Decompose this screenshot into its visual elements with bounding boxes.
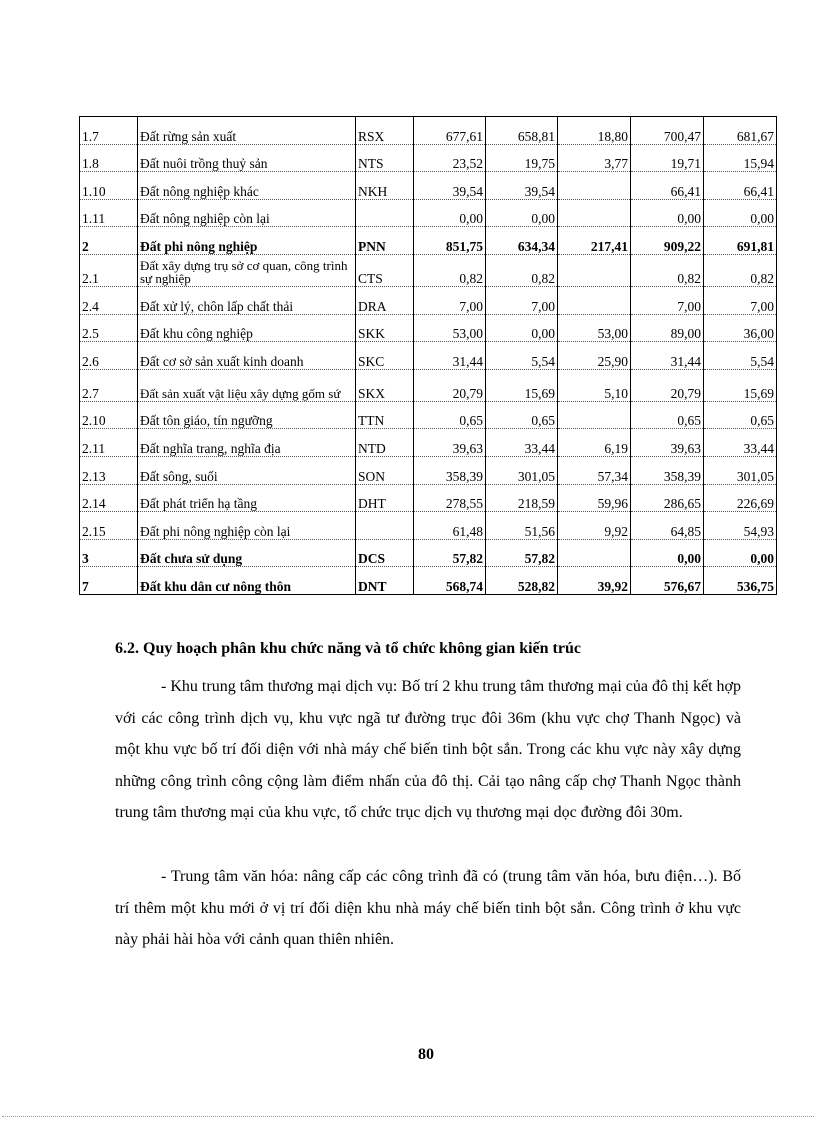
value-col-2: 15,69 xyxy=(486,369,558,401)
land-type-name: Đất rừng sản xuất xyxy=(138,117,356,145)
land-type-code xyxy=(356,512,414,540)
value-col-4: 0,00 xyxy=(631,199,704,227)
value-col-4: 358,39 xyxy=(631,456,704,484)
value-col-2: 7,00 xyxy=(486,286,558,314)
value-col-5: 36,00 xyxy=(704,314,777,342)
value-col-1: 53,00 xyxy=(414,314,486,342)
land-type-name: Đất tôn giáo, tín ngưỡng xyxy=(138,401,356,429)
table-row xyxy=(80,144,777,172)
value-col-1: 0,82 xyxy=(414,254,486,286)
land-type-code: NTS xyxy=(356,144,414,172)
value-col-5: 15,69 xyxy=(704,369,777,401)
row-index: 2.6 xyxy=(80,342,138,370)
table-row xyxy=(80,456,777,484)
value-col-5: 66,41 xyxy=(704,172,777,200)
value-col-4: 20,79 xyxy=(631,369,704,401)
value-col-2: 5,54 xyxy=(486,342,558,370)
paragraph-commercial-center-text: - Khu trung tâm thương mại dịch vụ: Bố trí 2 khu trung tâm thương mại của đô thị kết hợp với các công trình dịch vụ, khu vực ngã tư đường trục đôi 36m (khu vực chợ Thanh Ngọc) và một khu vực bố trí đối diện với nhà máy chế biến tinh bột sắn. Trong các khu vực này xây dựng những công trình công cộng làm điểm nhấn của đô thị. Cải tạo nâng cấp chợ Thanh Ngọc thành trung tâm thương mại của khu vực, tổ chức trục dịch vụ thương mại dọc đường đôi 30m. xyxy=(115,678,741,821)
value-col-4: 286,65 xyxy=(631,484,704,512)
value-col-5: 0,82 xyxy=(704,254,777,286)
land-type-code: TTN xyxy=(356,401,414,429)
land-type-code: SKX xyxy=(356,369,414,401)
value-col-1: 0,65 xyxy=(414,401,486,429)
value-col-5: 15,94 xyxy=(704,144,777,172)
land-type-name: Đất khu công nghiệp xyxy=(138,314,356,342)
row-index: 1.11 xyxy=(80,199,138,227)
land-type-name: Đất nuôi trồng thuỷ sản xyxy=(138,144,356,172)
table-row xyxy=(80,484,777,512)
value-col-3: 9,92 xyxy=(558,512,631,540)
row-index: 2.10 xyxy=(80,401,138,429)
value-col-1: 7,00 xyxy=(414,286,486,314)
value-col-2: 0,65 xyxy=(486,401,558,429)
table-row xyxy=(80,429,777,457)
table-row xyxy=(80,172,777,200)
value-col-5: 54,93 xyxy=(704,512,777,540)
value-col-2: 301,05 xyxy=(486,456,558,484)
page-number: 80 xyxy=(418,1046,434,1063)
value-col-2: 0,82 xyxy=(486,254,558,286)
row-index: 1.7 xyxy=(80,117,138,145)
value-col-3: 53,00 xyxy=(558,314,631,342)
land-type-code: RSX xyxy=(356,117,414,145)
land-use-table xyxy=(79,116,777,595)
land-type-code: DNT xyxy=(356,567,414,595)
value-col-1: 851,75 xyxy=(414,227,486,255)
land-type-name: Đất khu dân cư nông thôn xyxy=(138,567,356,595)
land-type-name: Đất cơ sở sản xuất kinh doanh xyxy=(138,342,356,370)
land-type-code: DHT xyxy=(356,484,414,512)
table-row xyxy=(80,314,777,342)
land-type-code: DRA xyxy=(356,286,414,314)
row-index: 2.4 xyxy=(80,286,138,314)
value-col-5: 7,00 xyxy=(704,286,777,314)
table-row xyxy=(80,227,777,255)
value-col-4: 0,65 xyxy=(631,401,704,429)
value-col-1: 568,74 xyxy=(414,567,486,595)
land-type-name: Đất phát triển hạ tầng xyxy=(138,484,356,512)
value-col-4: 66,41 xyxy=(631,172,704,200)
value-col-2: 0,00 xyxy=(486,199,558,227)
row-index: 2.5 xyxy=(80,314,138,342)
value-col-2: 218,59 xyxy=(486,484,558,512)
value-col-1: 31,44 xyxy=(414,342,486,370)
value-col-4: 7,00 xyxy=(631,286,704,314)
value-col-1: 20,79 xyxy=(414,369,486,401)
table-row xyxy=(80,254,777,286)
table-row xyxy=(80,401,777,429)
value-col-4: 39,63 xyxy=(631,429,704,457)
value-col-3: 25,90 xyxy=(558,342,631,370)
value-col-5: 5,54 xyxy=(704,342,777,370)
paragraph-cultural-center xyxy=(115,861,741,956)
land-type-code: NTD xyxy=(356,429,414,457)
land-type-name: Đất nông nghiệp khác xyxy=(138,172,356,200)
value-col-3: 39,92 xyxy=(558,567,631,595)
page-bottom-divider xyxy=(2,1116,814,1117)
section-heading: 6.2. Quy hoạch phân khu chức năng và tổ chức không gian kiến trúc xyxy=(115,640,581,657)
value-col-5: 0,65 xyxy=(704,401,777,429)
land-type-name: Đất nông nghiệp còn lại xyxy=(138,199,356,227)
value-col-5: 0,00 xyxy=(704,539,777,567)
land-type-code: NKH xyxy=(356,172,414,200)
value-col-4: 909,22 xyxy=(631,227,704,255)
value-col-4: 19,71 xyxy=(631,144,704,172)
land-type-code xyxy=(356,199,414,227)
land-type-name: Đất phi nông nghiệp xyxy=(138,227,356,255)
paragraph-commercial-center xyxy=(115,671,741,829)
value-col-1: 358,39 xyxy=(414,456,486,484)
value-col-5: 0,00 xyxy=(704,199,777,227)
value-col-4: 0,82 xyxy=(631,254,704,286)
value-col-2: 634,34 xyxy=(486,227,558,255)
value-col-3: 5,10 xyxy=(558,369,631,401)
row-index: 2.15 xyxy=(80,512,138,540)
paragraph-cultural-center-text: - Trung tâm văn hóa: nâng cấp các công trình đã có (trung tâm văn hóa, bưu điện…). Bố trí thêm một khu mới ở vị trí đối diện khu nhà máy chế biến tinh bột sắn. Công trình ở khu vực này phải hài hòa với cảnh quan thiên nhiên. xyxy=(115,868,741,948)
value-col-2: 51,56 xyxy=(486,512,558,540)
value-col-2: 19,75 xyxy=(486,144,558,172)
value-col-3: 59,96 xyxy=(558,484,631,512)
table-row xyxy=(80,117,777,145)
value-col-1: 57,82 xyxy=(414,539,486,567)
value-col-3 xyxy=(558,539,631,567)
value-col-3: 18,80 xyxy=(558,117,631,145)
row-index: 7 xyxy=(80,567,138,595)
value-col-3: 3,77 xyxy=(558,144,631,172)
row-index: 2 xyxy=(80,227,138,255)
table-row xyxy=(80,539,777,567)
row-index: 2.13 xyxy=(80,456,138,484)
value-col-1: 39,54 xyxy=(414,172,486,200)
land-type-name: Đất sông, suối xyxy=(138,456,356,484)
table-row xyxy=(80,369,777,401)
value-col-1: 61,48 xyxy=(414,512,486,540)
land-type-name: Đất nghĩa trang, nghĩa địa xyxy=(138,429,356,457)
value-col-5: 536,75 xyxy=(704,567,777,595)
value-col-2: 528,82 xyxy=(486,567,558,595)
table-row xyxy=(80,286,777,314)
value-col-3 xyxy=(558,254,631,286)
land-type-code: SON xyxy=(356,456,414,484)
land-type-name: Đất sản xuất vật liệu xây dựng gốm sứ xyxy=(138,369,356,401)
value-col-1: 677,61 xyxy=(414,117,486,145)
table-row xyxy=(80,567,777,595)
value-col-4: 700,47 xyxy=(631,117,704,145)
value-col-5: 301,05 xyxy=(704,456,777,484)
value-col-3 xyxy=(558,172,631,200)
table-row xyxy=(80,512,777,540)
value-col-2: 57,82 xyxy=(486,539,558,567)
row-index: 2.1 xyxy=(80,254,138,286)
value-col-1: 23,52 xyxy=(414,144,486,172)
land-type-name: Đất xây dựng trụ sở cơ quan, công trình sự nghiệp xyxy=(138,254,356,286)
value-col-1: 39,63 xyxy=(414,429,486,457)
value-col-4: 64,85 xyxy=(631,512,704,540)
land-type-name: Đất chưa sử dụng xyxy=(138,539,356,567)
value-col-5: 681,67 xyxy=(704,117,777,145)
land-type-name: Đất xử lý, chôn lấp chất thải xyxy=(138,286,356,314)
value-col-4: 576,67 xyxy=(631,567,704,595)
value-col-3 xyxy=(558,286,631,314)
value-col-2: 658,81 xyxy=(486,117,558,145)
value-col-2: 0,00 xyxy=(486,314,558,342)
row-index: 2.14 xyxy=(80,484,138,512)
value-col-2: 33,44 xyxy=(486,429,558,457)
value-col-3: 57,34 xyxy=(558,456,631,484)
value-col-1: 278,55 xyxy=(414,484,486,512)
land-type-code: DCS xyxy=(356,539,414,567)
table-body xyxy=(80,117,777,595)
land-type-code: PNN xyxy=(356,227,414,255)
row-index: 1.10 xyxy=(80,172,138,200)
value-col-3: 6,19 xyxy=(558,429,631,457)
table-row xyxy=(80,199,777,227)
value-col-1: 0,00 xyxy=(414,199,486,227)
value-col-3 xyxy=(558,199,631,227)
row-index: 1.8 xyxy=(80,144,138,172)
value-col-2: 39,54 xyxy=(486,172,558,200)
land-type-code: CTS xyxy=(356,254,414,286)
value-col-3 xyxy=(558,401,631,429)
row-index: 2.11 xyxy=(80,429,138,457)
value-col-4: 31,44 xyxy=(631,342,704,370)
row-index: 3 xyxy=(80,539,138,567)
table-row xyxy=(80,342,777,370)
value-col-4: 89,00 xyxy=(631,314,704,342)
value-col-5: 691,81 xyxy=(704,227,777,255)
land-type-name: Đất phi nông nghiệp còn lại xyxy=(138,512,356,540)
value-col-4: 0,00 xyxy=(631,539,704,567)
value-col-5: 33,44 xyxy=(704,429,777,457)
land-type-code: SKK xyxy=(356,314,414,342)
row-index: 2.7 xyxy=(80,369,138,401)
land-type-code: SKC xyxy=(356,342,414,370)
value-col-5: 226,69 xyxy=(704,484,777,512)
value-col-3: 217,41 xyxy=(558,227,631,255)
